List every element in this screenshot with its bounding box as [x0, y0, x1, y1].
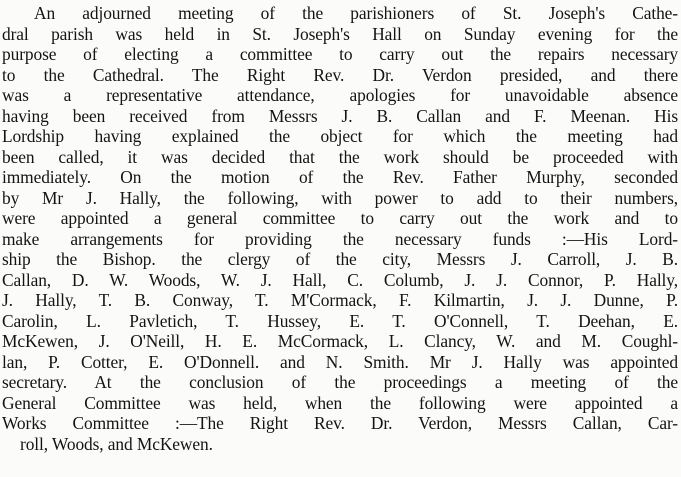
article-line: Lordship having explained the object for which the meeting had [2, 126, 678, 146]
article-line: General Committee was held, when the following were appointed a [2, 392, 678, 413]
article-line: dral parish was held in St. Joseph's Hall on Sunday evening for the [2, 23, 678, 44]
article-body [2, 3, 678, 454]
article-line: ship the Bishop. the clergy of the city, Messrs J. Carroll, J. B. [2, 249, 678, 269]
article-line: was a representative attendance, apologies for unavoidable absence [2, 85, 678, 105]
article-line: J. Hally, T. B. Conway, T. M'Cormack, F. Kilmartin, J. J. Dunne, P. [2, 290, 678, 310]
article-line: McKewen, J. O'Neill, H. E. McCormack, L. Clancy, W. and M. Coughl- [2, 331, 678, 351]
article-line: were appointed a general committee to carry out the work and to [2, 208, 678, 228]
article-line: to the Cathedral. The Right Rev. Dr. Verdon presided, and there [2, 64, 678, 85]
article-line: lan, P. Cotter, E. O'Donnell. and N. Smith. Mr J. Hally was appointed [2, 351, 678, 372]
article-line: by Mr J. Hally, the following, with power to add to their numbers, [2, 187, 678, 208]
article-line: secretary. At the conclusion of the proceedings a meeting of the [2, 372, 678, 392]
article-line: been called, it was decided that the work should be proceeded with [2, 146, 678, 167]
article-line: make arrangements for providing the necessary funds :—His Lord- [2, 228, 678, 249]
article-line: roll, Woods, and McKewen. [20, 433, 213, 454]
article-line: purpose of electing a committee to carry out the repairs necessary [2, 44, 678, 64]
article-line: immediately. On the motion of the Rev. Father Murphy, seconded [2, 167, 678, 187]
article-line: Carolin, L. Pavletich, T. Hussey, E. T. O'Connell, T. Deehan, E. [2, 310, 678, 331]
article-line: having been received from Messrs J. B. Callan and F. Meenan. His [2, 105, 678, 126]
article-line: Works Committee :—The Right Rev. Dr. Verdon, Messrs Callan, Car- [2, 413, 678, 433]
article-line: An adjourned meeting of the parishioners of St. Joseph's Cathe- [34, 3, 678, 23]
article-line: Callan, D. W. Woods, W. J. Hall, C. Columb, J. J. Connor, P. Hally, [2, 269, 678, 290]
